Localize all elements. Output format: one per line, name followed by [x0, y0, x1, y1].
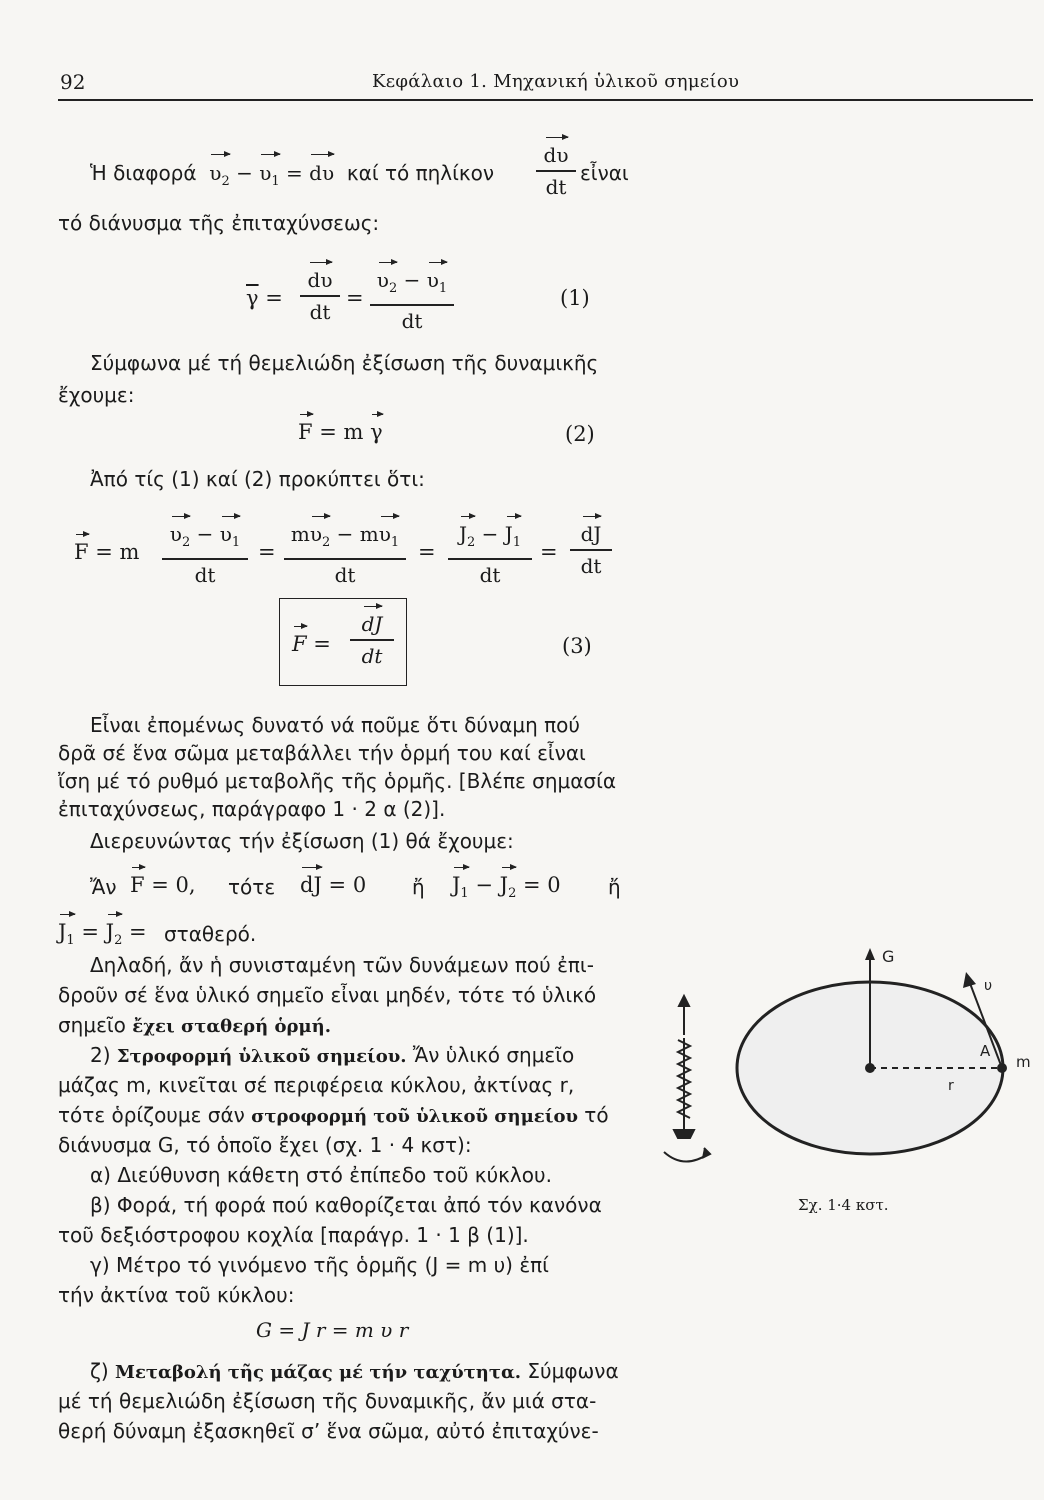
center-point — [865, 1063, 875, 1073]
eq1-lhs: $\overline{\gamma}$ = — [246, 286, 283, 310]
if-f-zero: F = 0, — [130, 873, 196, 897]
constant-word: σταθερό. — [164, 922, 257, 946]
s2-line-3c: τό — [584, 1103, 609, 1127]
g-jr-equation: G = J r = m υ r — [256, 1318, 409, 1342]
s2-line-3a: τότε ὁρίζουμε σάν — [58, 1103, 245, 1127]
eq2: F = m γ — [298, 420, 383, 444]
fundamental-line-1: Σύμφωνα μέ τή θεμελιώδη ἐξίσωση τῆς δυναμικῆς — [90, 351, 599, 375]
big-eq-frac-1: $\upsilon_2 - \upsilon_1$ dt — [162, 522, 248, 587]
eq1-label: (1) — [560, 286, 590, 310]
big-eq-frac-2: $m\upsilon_2 - m\upsilon_1$ dt — [284, 522, 406, 587]
dj-zero: dJ = 0 — [300, 873, 367, 897]
p1-line-4: ἐπιταχύνσεως, παράγραφο 1 · 2 α (2)]. — [58, 797, 446, 821]
s2-number: 2) — [90, 1043, 111, 1067]
item-b-line-2: τοῦ δεξιόστροφου κοχλία [παράγρ. 1 · 1 β (1)]. — [58, 1223, 529, 1247]
eq1-frac-1: dυ dt — [300, 268, 340, 324]
s2-line-1-rest: Ἄν ὑλικό σημεῖο — [412, 1043, 575, 1067]
or-word-2: ἤ — [608, 875, 621, 899]
then-word: τότε — [228, 875, 276, 899]
big-eq-lhs: F = m — [74, 540, 140, 564]
z-title: Μεταβολή τῆς μάζας μέ τήν ταχύτητα. — [115, 1362, 522, 1383]
s2-line-1 — [90, 1042, 574, 1070]
header-rule — [58, 99, 1033, 101]
eq1-frac-2: $\upsilon_2 - \upsilon_1$ dt — [370, 268, 454, 333]
big-eq-eq1: = — [258, 540, 276, 564]
item-g-line-2: τήν ἀκτίνα τοῦ κύκλου: — [58, 1283, 295, 1307]
or-word-1: ἤ — [412, 875, 425, 899]
screw-icon — [664, 996, 710, 1162]
label-a: A — [980, 1042, 991, 1060]
z-line-1-rest: Σύμφωνα — [527, 1359, 619, 1383]
z-line-2: μέ τή θεμελιώδη ἐξίσωση τῆς δυναμικῆς, ἄν μιά στα- — [58, 1389, 597, 1413]
p1-line-3: ἴση μέ τό ρυθμό μεταβολῆς τῆς ὁρμῆς. [Βλέπε σημασία — [58, 769, 617, 793]
big-eq-eq2: = — [418, 540, 436, 564]
big-eq-frac-4: dJ dt — [570, 522, 612, 578]
intro-line-1: Ἡ διαφορά $\upsilon_2 - \upsilon_1 = d\upsilon$ καί τό πηλίκον — [90, 160, 494, 195]
item-g-line-1: γ) Μέτρο τό γινόμενο τῆς ὁρμῆς (J = m υ) ἐπί — [90, 1253, 549, 1277]
label-g: G — [882, 947, 895, 966]
s2-line-3 — [58, 1102, 609, 1130]
j-diff-zero: $J_1 - J_2 = 0$ — [452, 873, 561, 902]
eq3-frac: dJ dt — [350, 612, 394, 668]
intro-mid: καί τό πηλίκον — [346, 161, 495, 185]
p2-line-1: Δηλαδή, ἄν ἡ συνισταμένη τῶν δυνάμεων πού ἐπι- — [90, 953, 594, 977]
figure-1-4 — [650, 930, 1040, 1170]
if-word: Ἄν — [90, 875, 117, 899]
big-eq-frac-3: $J_2 - J_1$ dt — [448, 522, 532, 587]
j-equal: $J_1 = J_2$ = — [58, 920, 147, 949]
z-line-3: θερή δύναμη ἐξασκηθεῖ σ’ ἕνα σῶμα, αὐτό ἐπιταχύνε- — [58, 1419, 599, 1443]
page-number: 92 — [60, 70, 86, 94]
p1-line-1: Εἶναι ἐπομένως δυνατό νά ποῦμε ὅτι δύναμη πού — [90, 713, 580, 737]
item-a: α) Διεύθυνση κάθετη στό ἐπίπεδο τοῦ κύκλου. — [90, 1163, 552, 1187]
eq3-lhs: F = — [292, 632, 331, 656]
p2-line-3 — [58, 1012, 331, 1040]
z-line-1 — [90, 1358, 619, 1386]
s2-line-4: διάνυσμα G, τό ὁποῖο ἔχει (σχ. 1 · 4 κστ): — [58, 1133, 472, 1157]
intro-fraction: dυ dt — [536, 143, 576, 199]
eq2-label: (2) — [565, 422, 595, 446]
s2-title: Στροφορμή ὑλικοῦ σημείου. — [116, 1046, 407, 1067]
intro-end: εἶναι — [580, 161, 629, 185]
item-b-line-1: β) Φορά, τή φορά πού καθορίζεται ἀπό τόν κανόνα — [90, 1193, 602, 1217]
eq1-equals: = — [346, 286, 364, 310]
figure-caption: Σχ. 1·4 κστ. — [798, 1196, 889, 1214]
s2-line-2: μάζας m, κινεῖται σέ περιφέρεια κύκλου, ἀκτίνας r, — [58, 1073, 575, 1097]
p2-line-3a: σημεῖο — [58, 1013, 126, 1037]
big-eq-eq3: = — [540, 540, 558, 564]
label-u: υ — [984, 978, 993, 994]
label-r: r — [948, 1078, 954, 1094]
p1-line-2: δρᾶ σέ ἕνα σῶμα μεταβάλλει τήν ὁρμή του καί εἶναι — [58, 741, 586, 765]
fundamental-line-2: ἔχουμε: — [58, 383, 135, 407]
p2-line-2: δροῦν σέ ἕνα ὑλικό σημεῖο εἶναι μηδέν, τότε τό ὑλικό — [58, 983, 597, 1007]
z-number: ζ) — [90, 1359, 109, 1383]
investigate: Διερευνώντας τήν ἐξίσωση (1) θά ἔχουμε: — [90, 829, 514, 853]
chapter-title: Κεφάλαιο 1. Μηχανική ὑλικοῦ σημείου — [372, 71, 740, 92]
eq3-label: (3) — [562, 634, 592, 658]
intro-text: Ἡ διαφορά — [90, 161, 197, 185]
s2-line-3b: στροφορμή τοῦ ὑλικοῦ σημείου — [251, 1106, 578, 1127]
p2-line-3b: ἔχει σταθερή ὁρμή. — [132, 1016, 331, 1037]
from-1-and-2: Ἀπό τίς (1) καί (2) προκύπτει ὅτι: — [90, 467, 425, 491]
label-m: m — [1016, 1053, 1031, 1071]
intro-line-2: τό διάνυσμα τῆς ἐπιταχύνσεως: — [58, 211, 380, 235]
